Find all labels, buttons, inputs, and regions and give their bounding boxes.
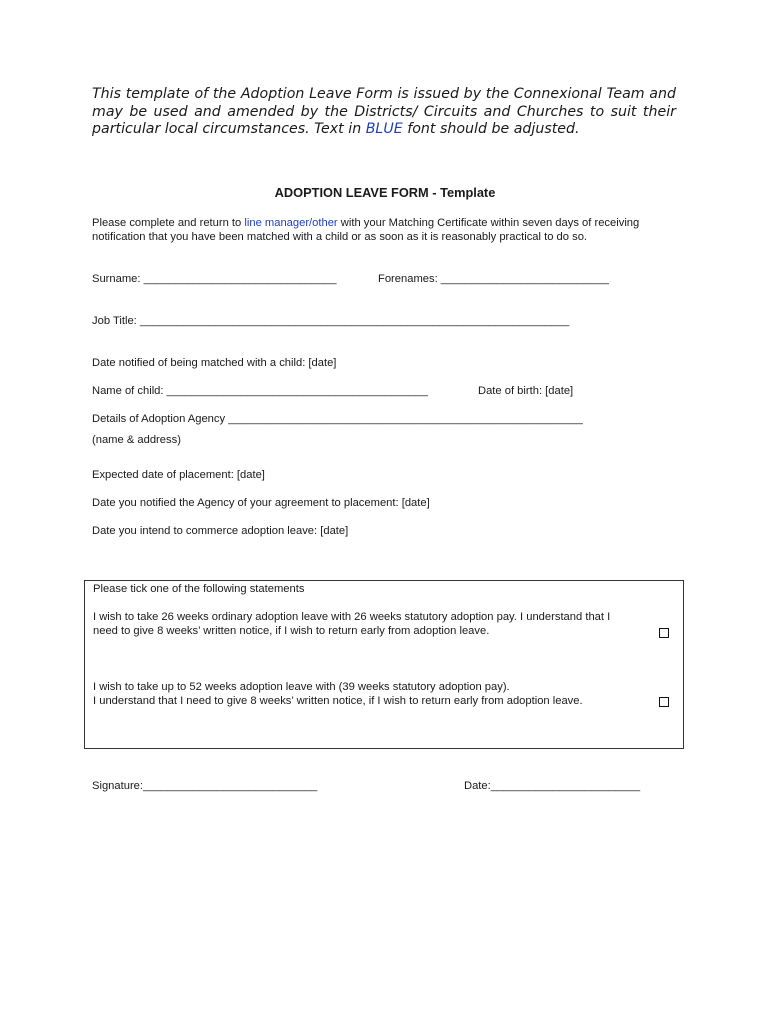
name-of-child-field[interactable]: Name of child: __________________________________________: [92, 385, 428, 397]
intend-leave-field[interactable]: Date you intend to commerce adoption leave: [date]: [92, 525, 349, 537]
statements-box: [84, 580, 684, 749]
date-of-birth-field[interactable]: Date of birth: [date]: [478, 385, 574, 397]
job-title-field[interactable]: Job Title: _____________________________________________________________________: [92, 315, 570, 327]
surname-field[interactable]: Surname: _______________________________: [92, 273, 337, 285]
statement-option-1: I wish to take 26 weeks ordinary adoption leave with 26 weeks statutory adoption pay. I understand that I need to give 8 weeks’ written notice, if I wish to return early from adoption leave.: [93, 611, 611, 637]
instructions-paragraph: [92, 217, 680, 244]
option-1-checkbox[interactable]: [659, 628, 669, 638]
intro-text-start: This template of the Adoption Leave Form is issued by the Connexional Team and may be used and amended by the Districts/ Circuits and Churches to suit their particular local circumstances. Text in: [92, 86, 676, 137]
forenames-field[interactable]: Forenames: ___________________________: [378, 273, 609, 285]
statement-option-2-line1: I wish to take up to 52 weeks adoption leave with (39 weeks statutory adoption pay).: [93, 681, 510, 693]
instructions-end: with your Matching Certificate within seven days of receiving notification that you have been matched with a child or as soon as it is reasonably practical to do so.: [92, 217, 640, 243]
instructions-start: Please complete and return to: [92, 217, 245, 229]
intro-blue-word: BLUE: [365, 121, 403, 137]
expected-placement-field[interactable]: Expected date of placement: [date]: [92, 469, 265, 481]
agency-notified-field[interactable]: Date you notified the Agency of your agreement to placement: [date]: [92, 497, 430, 509]
form-title: ADOPTION LEAVE FORM - Template: [274, 185, 496, 200]
instructions-blue-link: line manager/other: [244, 217, 338, 229]
adoption-agency-field[interactable]: Details of Adoption Agency _________________________________________________________: [92, 413, 583, 425]
signature-date-field[interactable]: Date:________________________: [464, 780, 641, 792]
intro-text-end: font should be adjusted.: [402, 121, 580, 137]
statement-option-2: [93, 681, 633, 708]
statement-option-2-line2: I understand that I need to give 8 weeks’ written notice, if I wish to return early from adoption leave.: [93, 694, 583, 707]
signature-field[interactable]: Signature:____________________________: [92, 780, 318, 792]
statements-heading: Please tick one of the following statements: [93, 583, 305, 595]
date-notified-field[interactable]: Date notified of being matched with a child: [date]: [92, 357, 337, 369]
option-2-checkbox[interactable]: [659, 697, 669, 707]
intro-note: [92, 86, 676, 139]
name-address-hint: (name & address): [92, 434, 181, 446]
